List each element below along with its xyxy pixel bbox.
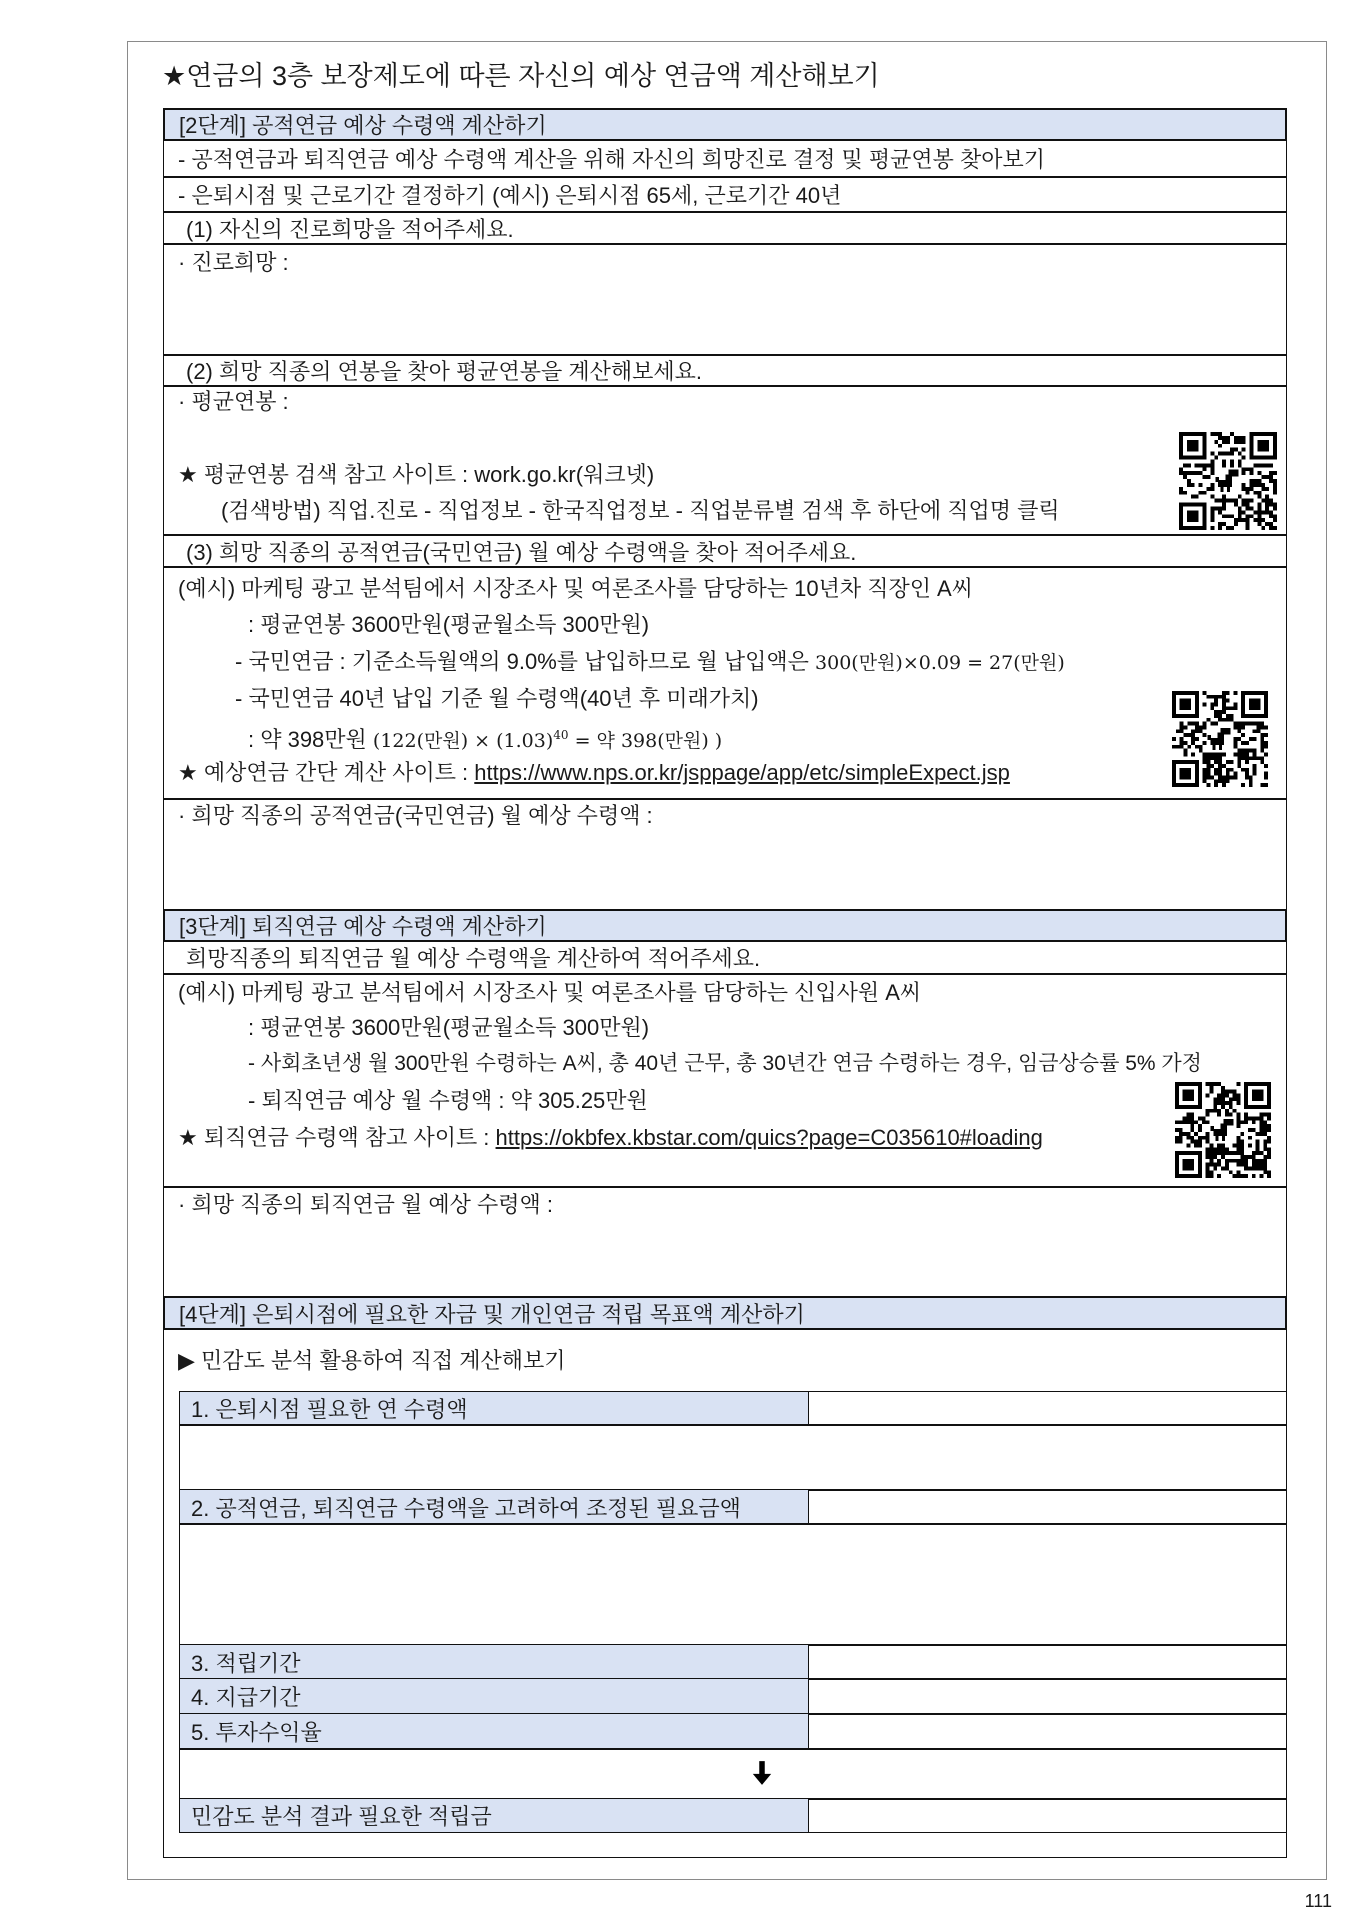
future-value-formula-rest: = 약 398(만원) ) (568, 730, 723, 752)
step4-header: [4단계] 은퇴시점에 필요한 자금 및 개인연금 적립 목표액 계산하기 (179, 1301, 805, 1327)
page-title: ★연금의 3층 보장제도에 따른 자신의 예상 연금액 계산해보기 (162, 61, 880, 91)
example-line-1: (예시) 마케팅 광고 분석팀에서 시장조사 및 여론조사를 담당하는 신입사원 A씨 (178, 980, 922, 1005)
public-pension-example-row (163, 566, 1287, 800)
salary-reference-site: ★ 평균연봉 검색 참고 사이트 : work.go.kr(워크넷) (178, 462, 655, 487)
example-line-2: : 평균연봉 3600만원(평균월소득 300만원) (248, 1015, 650, 1040)
retirement-pension-example-row (163, 973, 1287, 1188)
career-hope-answer-area[interactable] (314, 248, 1274, 349)
example-line-3-text: - 국민연금 : 기준소득월액의 9.0%를 납입하므로 월 납입액은 (235, 649, 816, 674)
retirement-pension-answer-area[interactable] (604, 1189, 1274, 1291)
required-savings-row (179, 1798, 1287, 1833)
retirement-pension-answer-row (163, 1186, 1287, 1298)
intro-row-2 (163, 176, 1287, 213)
saving-period-row (179, 1644, 1287, 1680)
arrow-row (179, 1748, 1287, 1800)
saving-period-value[interactable] (809, 1645, 1286, 1679)
example-line-4: - 국민연금 40년 납입 기준 월 수령액(40년 후 미래가치) (235, 686, 759, 711)
qr-code-icon[interactable] (1172, 691, 1268, 787)
intro-line-1: - 공적연금과 퇴직연금 예상 수령액 계산을 위해 자신의 희망진로 결정 및 평균연봉 찾아보기 (178, 147, 1046, 172)
intro-row-1 (163, 139, 1287, 178)
public-pension-answer-row (163, 798, 1287, 911)
step2-header: [2단계] 공적연금 예상 수령액 계산하기 (179, 113, 547, 138)
saving-period-label: 3. 적립기간 (191, 1650, 301, 1676)
retirement-pension-answer-label: · 희망 직종의 퇴직연금 월 예상 수령액 : (178, 1192, 554, 1217)
pension-calc-site (178, 758, 1010, 788)
example-line-3: - 사회초년생 월 300만원 수령하는 A씨, 총 40년 근무, 총 30년간 연금 수령하는 경우, 임금상승률 5% 가정 (248, 1052, 1202, 1075)
return-rate-value[interactable] (809, 1714, 1286, 1749)
adjusted-need-value[interactable] (809, 1490, 1286, 1524)
contribution-formula: 300(만원)×0.09 = 27(만원) (815, 652, 1065, 674)
step4-header-row (163, 1296, 1287, 1330)
annual-need-label-cell (180, 1392, 809, 1425)
payout-period-row (179, 1678, 1287, 1715)
payout-period-label: 4. 지급기간 (191, 1685, 301, 1710)
question-2-row (163, 354, 1287, 387)
qr-code-icon[interactable] (1179, 432, 1277, 530)
down-arrow-icon (751, 1760, 773, 1786)
question-3-row (163, 534, 1287, 568)
question-2: (2) 희망 직종의 연봉을 찾아 평균연봉을 계산해보세요. (186, 359, 702, 384)
intro-line-2: - 은퇴시점 및 근로기간 결정하기 (예시) 은퇴시점 65세, 근로기간 40년 (178, 183, 842, 208)
step2-header-row (163, 108, 1287, 141)
required-savings-label-cell (180, 1799, 809, 1832)
adjusted-need-work-area[interactable] (179, 1523, 1287, 1646)
step3-header: [3단계] 퇴직연금 예상 수령액 계산하기 (179, 914, 547, 939)
adjusted-need-label-cell (180, 1490, 809, 1524)
career-hope-row (163, 243, 1287, 356)
return-rate-label-cell (180, 1714, 809, 1749)
return-rate-row (179, 1713, 1287, 1750)
example-line-4: - 퇴직연금 예상 월 수령액 : 약 305.25만원 (248, 1088, 648, 1113)
step3-question-row (163, 940, 1287, 975)
return-rate-label: 5. 투자수익율 (191, 1720, 322, 1745)
pension-calc-site-link[interactable]: https://www.nps.or.kr/jsppage/app/etc/simpleExpect.jsp (474, 760, 1010, 785)
future-value-formula-exponent: 40 (553, 728, 569, 742)
saving-period-label-cell (180, 1645, 809, 1679)
average-salary-label: · 평균연봉 : (178, 389, 289, 414)
example-line-1: (예시) 마케팅 광고 분석팀에서 시장조사 및 여론조사를 담당하는 10년차 직장인 A씨 (178, 576, 973, 601)
annual-need-work-area[interactable] (179, 1424, 1287, 1491)
search-method: (검색방법) 직업.진로 - 직업정보 - 한국직업정보 - 직업분류별 검색 후 하단에 직업명 클릭 (221, 498, 1060, 523)
example-line-2: : 평균연봉 3600만원(평균월소득 300만원) (248, 612, 650, 637)
retirement-calc-site-link[interactable]: https://okbfex.kbstar.com/quics?page=C035610#loading (495, 1125, 1043, 1150)
adjusted-need-label: 2. 공적연금, 퇴직연금 수령액을 고려하여 조정된 필요금액 (191, 1495, 741, 1521)
future-value-formula-base: (122(만원) × (1.03) (372, 730, 554, 752)
public-pension-answer-label: · 희망 직종의 공적연금(국민연금) 월 예상 수령액 : (178, 803, 653, 828)
annual-need-label: 1. 은퇴시점 필요한 연 수령액 (191, 1397, 468, 1422)
question-1-row (163, 211, 1287, 245)
adjusted-need-row (179, 1489, 1287, 1525)
public-pension-answer-area[interactable] (704, 801, 1274, 904)
annual-need-row (179, 1391, 1287, 1426)
step3-header-row (163, 909, 1287, 942)
qr-code-icon[interactable] (1175, 1082, 1271, 1178)
required-savings-value[interactable] (809, 1799, 1286, 1832)
average-salary-answer-area[interactable] (314, 388, 1154, 450)
page-number: 111 (1304, 1891, 1332, 1911)
sensitivity-instruction: ▶ 민감도 분석 활용하여 직접 계산해보기 (178, 1348, 566, 1373)
average-salary-row (163, 385, 1287, 536)
retirement-calc-site-label: ★ 퇴직연금 수령액 참고 사이트 : (178, 1125, 496, 1150)
example-line-5-text: : 약 398만원 (248, 727, 373, 752)
step3-question: 희망직종의 퇴직연금 월 예상 수령액을 계산하여 적어주세요. (186, 946, 761, 971)
example-line-5 (248, 720, 722, 756)
payout-period-value[interactable] (809, 1679, 1286, 1714)
career-hope-label: · 진로희망 : (178, 250, 289, 275)
required-savings-label: 민감도 분석 결과 필요한 적립금 (191, 1804, 492, 1829)
payout-period-label-cell (180, 1679, 809, 1714)
retirement-calc-site (178, 1123, 1043, 1153)
question-1: (1) 자신의 진로희망을 적어주세요. (186, 216, 514, 242)
example-line-3 (235, 647, 1065, 678)
annual-need-value[interactable] (809, 1392, 1286, 1425)
question-3: (3) 희망 직종의 공적연금(국민연금) 월 예상 수령액을 찾아 적어주세요. (186, 539, 857, 565)
pension-calc-site-label: ★ 예상연금 간단 계산 사이트 : (178, 760, 475, 785)
